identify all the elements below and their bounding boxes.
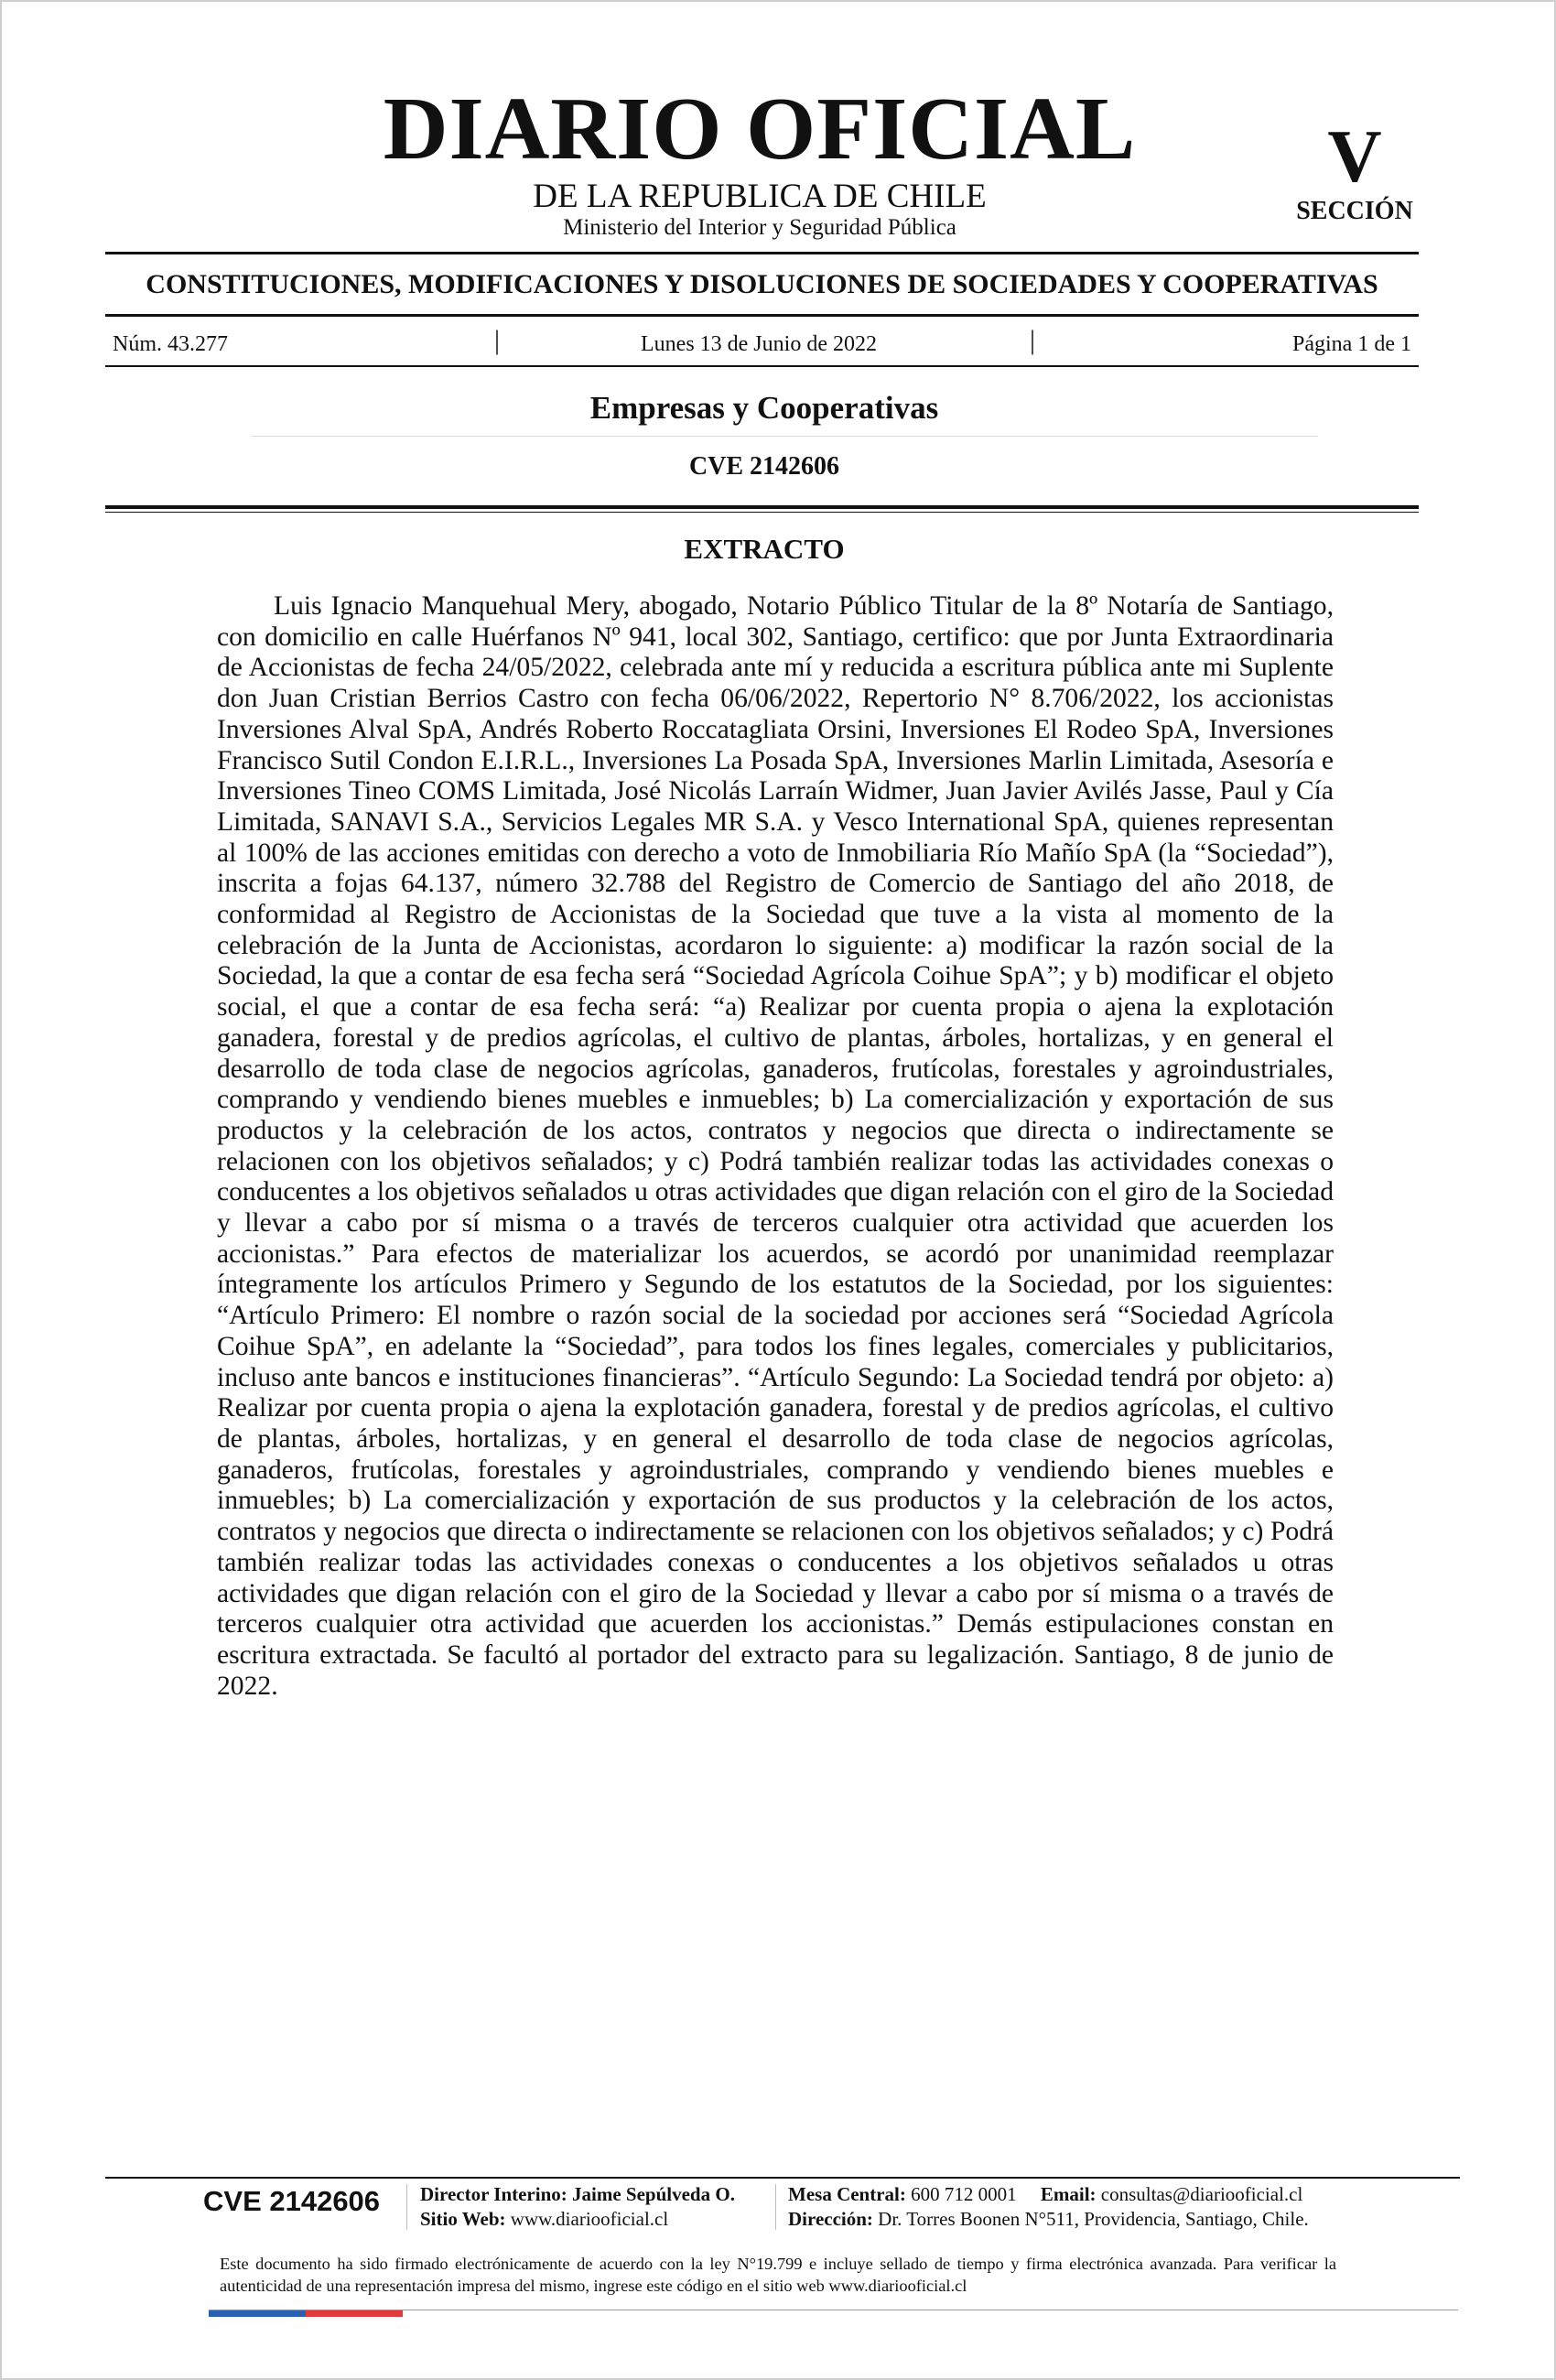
footer-director-block	[420, 2182, 773, 2232]
cve-rule-thin	[105, 512, 1419, 513]
section-label: SECCIÓN	[1296, 197, 1413, 225]
footer-notice: Este documento ha sido firmado electrónicamente de acuerdo con la ley N°19.799 e incluye sellado de tiempo y firma electrónica avanzada. Para verificar la autenticidad de una representación impresa del mismo, ingrese este código en el sitio web www.diariooficial.cl	[220, 2255, 1336, 2295]
document-body: Luis Ignacio Manquehual Mery, abogado, Notario Público Titular de la 8º Notaría de Santiago, con domicilio en calle Huérfanos Nº 941, local 302, Santiago, certifico: que por Junta Extraordinaria de Accionistas de fecha 24/05/2022, celebrada ante mí y reducida a escritura pública ante mi Suplente don Juan Cristian Berrios Castro con fecha 06/06/2022, Repertorio N° 8.706/2022, los accionistas Inversiones Alval SpA, Andrés Roberto Roccatagliata Orsini, Inversiones El Rodeo SpA, Inversiones Francisco Sutil Condon E.I.R.L., Inversiones La Posada SpA, Inversiones Marlin Limitada, Asesoría e Inversiones Tineo COMS Limitada, José Nicolás Larraín Widmer, Juan Javier Avilés Jasse, Paul y Cía Limitada, SANAVI S.A., Servicios Legales MR S.A. y Vesco International SpA, quienes representan al 100% de las acciones emitidas con derecho a voto de Inmobiliaria Río Mañío SpA (la “Sociedad”), inscrita a fojas 64.137, número 32.788 del Registro de Comercio de Santiago del año 2018, de conformidad al Registro de Accionistas de la Sociedad que tuve a la vista al momento de la celebración de la Junta de Accionistas, acordaron lo siguiente: a) modificar la razón social de la Sociedad, la que a contar de esa fecha será “Sociedad Agrícola Coihue SpA”; y b) modificar el objeto social, el que a contar de esa fecha será: “a) Realizar por cuenta propia o ajena la explotación ganadera, forestal y de predios agrícolas, el cultivo de plantas, árboles, hortalizas, y en general el desarrollo de toda clase de negocios agrícolas, ganaderos, frutícolas, forestales y agroindustriales, comprando y vendiendo bienes muebles e inmuebles; b) La comercialización y exportación de sus productos y la celebración de los actos, contratos y negocios que directa o indirectamente se relacionen con los objetivos señalados; y c) Podrá también realizar todas las actividades conexas o conducentes a los objetivos señalados u otras actividades que digan relación con el giro de la Sociedad y llevar a cabo por sí misma o a través de terceros cualquier otra actividad que acuerden los accionistas.” Para efectos de materializar los acuerdos, se acordó por unanimidad reemplazar íntegramente los artículos Primero y Segundo de los estatutos de la Sociedad, por los siguientes: “Artículo Primero: El nombre o razón social de la sociedad por acciones será “Sociedad Agrícola Coihue SpA”, en adelante la “Sociedad”, para todos los fines legales, comerciales y publicitarios, incluso ante bancos e instituciones financieras”. “Artículo Segundo: La Sociedad tendrá por objeto: a) Realizar por cuenta propia o ajena la explotación ganadera, forestal y de predios agrícolas, el cultivo de plantas, árboles, hortalizas, y en general el desarrollo de toda clase de negocios agrícolas, ganaderos, frutícolas, forestales y agroindustriales, comprando y vendiendo bienes muebles e inmuebles; b) La comercialización y exportación de sus productos y la celebración de los actos, contratos y negocios que directa o indirectamente se relacionen con los objetivos señalados; y c) Podrá también realizar todas las actividades conexas o conducentes a los objetivos señalados u otras actividades que digan relación con el giro de la Sociedad y llevar a cabo por sí misma o a través de terceros cualquier otra actividad que acuerden los accionistas.” Demás estipulaciones constan en escritura extractada. Se facultó al portador del extracto para su legalización. Santiago, 8 de junio de 2022.	[217, 591, 1334, 1701]
phone-label: Mesa Central:	[788, 2183, 906, 2205]
issue-date: Lunes 13 de Junio de 2022	[641, 332, 877, 356]
issue-rule	[105, 365, 1419, 367]
document-title: EXTRACTO	[684, 533, 845, 565]
footer-separator	[775, 2184, 776, 2230]
publication-section: Empresas y Cooperativas	[589, 390, 939, 426]
email-link[interactable]: consultas@diariooficial.cl	[1100, 2183, 1303, 2205]
flag-stripe-blue	[209, 2310, 306, 2317]
issue-separator: |	[494, 325, 501, 355]
email-label: Email:	[1040, 2183, 1097, 2205]
cve-rule-thick	[105, 505, 1419, 509]
issue-page: Página 1 de 1	[1292, 332, 1411, 356]
footer-contact-block	[788, 2182, 1447, 2232]
masthead-rule	[105, 252, 1419, 254]
issue-number: Núm. 43.277	[113, 332, 228, 356]
masthead-title: DIARIO OFICIAL	[383, 80, 1137, 178]
cve-code: CVE 2142606	[688, 452, 840, 481]
section-divider	[252, 436, 1318, 437]
website-link[interactable]: www.diariooficial.cl	[510, 2208, 669, 2230]
issue-row	[105, 325, 1419, 368]
masthead-subtitle: DE LA REPUBLICA DE CHILE	[533, 178, 987, 215]
category-rule	[105, 314, 1419, 317]
footer-rule	[105, 2177, 1460, 2179]
issue-separator: |	[1030, 325, 1036, 355]
footer-cve: CVE 2142606	[203, 2185, 381, 2217]
phone-number: 600 712 0001	[911, 2183, 1017, 2205]
footer-separator	[406, 2184, 407, 2230]
flag-stripe-red	[306, 2310, 403, 2317]
website-label: Sitio Web:	[420, 2208, 506, 2230]
director-label: Director Interino:	[420, 2183, 567, 2205]
address-label: Dirección:	[788, 2208, 873, 2230]
section-letter: V	[1327, 114, 1382, 198]
masthead-ministry: Ministerio del Interior y Seguridad Pública	[563, 215, 956, 240]
category-heading: CONSTITUCIONES, MODIFICACIONES Y DISOLUCIONES DE SOCIEDADES Y COOPERATIVAS	[146, 269, 1378, 299]
address-text: Dr. Torres Boonen N°511, Providencia, Santiago, Chile.	[878, 2208, 1309, 2230]
director-name: Jaime Sepúlveda O.	[572, 2183, 735, 2205]
